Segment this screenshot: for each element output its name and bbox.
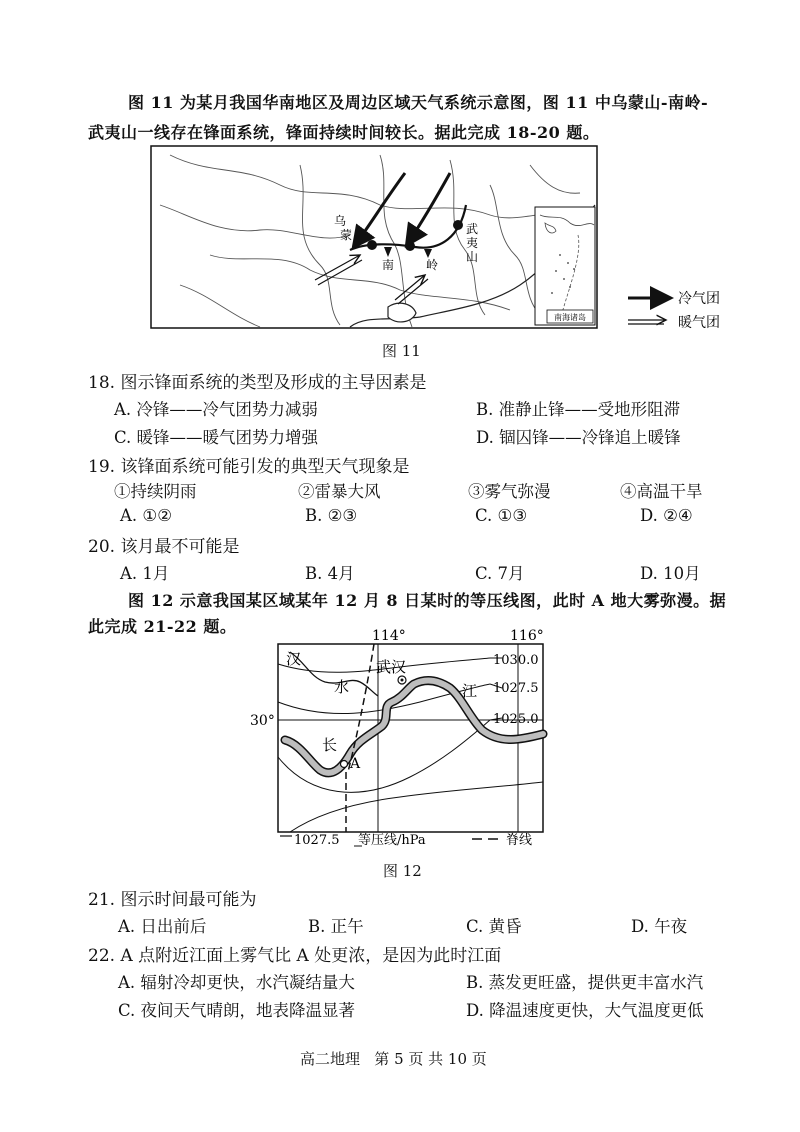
option-key: C. (475, 506, 493, 525)
figure-12-caption: 图 12 (383, 862, 422, 880)
option-text: ②④ (663, 506, 693, 525)
option-text: 黄昏 (488, 917, 522, 936)
question-stem: 该月最不可能是 (120, 537, 240, 557)
label-point-a: A (350, 756, 361, 772)
option-19-b[interactable] (305, 506, 357, 525)
option-22-a[interactable] (118, 969, 355, 993)
question-number: 20. (88, 537, 116, 557)
option-key: D. (631, 917, 649, 936)
lon-label-116: 116° (510, 628, 544, 644)
question-19 (88, 452, 409, 477)
option-text: ①② (142, 506, 173, 525)
option-text: 冷锋——冷气团势力减弱 (136, 400, 318, 419)
item-19-4: ④高温干旱 (620, 482, 703, 501)
option-22-c[interactable] (118, 997, 355, 1021)
option-19-c[interactable] (475, 506, 527, 525)
option-21-d[interactable] (631, 913, 687, 937)
option-key: C. (475, 564, 493, 583)
option-key: D. (640, 564, 658, 583)
legend-isobar-text: 等压线/hPa (358, 833, 426, 848)
question-21 (88, 885, 256, 910)
option-key: D. (466, 1001, 484, 1020)
option-text: 4月 (327, 564, 355, 583)
option-text: 夜间天气晴朗，地表降温显著 (140, 1001, 356, 1020)
legend-ridge-text: 脊线 (506, 833, 533, 848)
option-18-a[interactable] (114, 396, 318, 420)
option-key: D. (476, 428, 494, 447)
option-20-b[interactable] (305, 560, 355, 584)
option-text: 暖锋——暖气团势力增强 (136, 428, 319, 447)
question-stem: 图示时间最可能为 (120, 890, 257, 910)
option-20-c[interactable] (475, 560, 525, 584)
option-key: B. (476, 400, 494, 419)
item-19-1: ①持续阴雨 (114, 482, 197, 501)
question-20 (88, 532, 239, 557)
label-ling: 岭 (426, 258, 439, 272)
question-number: 19. (88, 457, 116, 477)
point-a-marker (341, 761, 348, 768)
isobar-label-1030: 1030.0 (493, 653, 539, 668)
option-text: 蒸发更旺盛，提供更丰富水汽 (488, 973, 704, 992)
option-text: 正午 (330, 917, 364, 936)
label-nan: 南 (382, 258, 395, 272)
isobar-label-1027-5: 1027.5 (493, 681, 539, 696)
label-wuhan: 武汉 (376, 658, 407, 676)
option-18-d[interactable] (476, 424, 681, 448)
question-stem: A 点附近江面上雾气比 A 处更浓，是因为此时江面 (120, 946, 502, 966)
option-text: 10月 (663, 564, 701, 583)
option-key: A. (118, 917, 136, 936)
option-key: A. (120, 564, 138, 583)
label-wuyi-2: 夷 (466, 236, 479, 250)
option-key: C. (466, 917, 484, 936)
option-text: 锢囚锋——冷锋追上暖锋 (499, 428, 681, 447)
question-18 (88, 368, 426, 393)
option-key: B. (308, 917, 326, 936)
option-key: C. (118, 1001, 136, 1020)
figure-12-isobar-map (250, 622, 560, 854)
front-symbol (367, 240, 377, 250)
option-21-b[interactable] (308, 913, 364, 937)
option-key: A. (120, 506, 138, 525)
lat-label-30: 30° (250, 713, 275, 729)
label-han: 汉 (286, 650, 302, 668)
label-wuyi-1: 武 (466, 222, 479, 236)
question-number: 21. (88, 890, 116, 910)
option-key: A. (118, 973, 136, 992)
question-number: 18. (88, 373, 116, 393)
option-text: ①③ (497, 506, 528, 525)
intro-fig11-line1: 图 11 为某月我国华南地区及周边区域天气系统示意图，图 11 中乌蒙山-南岭- (128, 93, 709, 112)
wuhan-marker-dot (401, 679, 404, 682)
legend-cold-label: 冷气团 (678, 291, 720, 307)
legend-isobar-value: 1027.5 (294, 833, 340, 848)
option-text: 辐射冷却更快，水汽凝结量大 (140, 973, 355, 992)
front-symbol (453, 220, 463, 230)
option-19-a[interactable] (120, 506, 172, 525)
option-text: 准静止锋——受地形阻滞 (498, 400, 681, 419)
option-text: 1月 (142, 564, 170, 583)
question-22 (88, 941, 501, 966)
question-stem: 该锋面系统可能引发的典型天气现象是 (120, 457, 410, 477)
option-21-c[interactable] (466, 913, 522, 937)
option-text: 7月 (497, 564, 525, 583)
question-stem: 图示锋面系统的类型及形成的主导因素是 (120, 373, 427, 393)
label-jiang: 江 (462, 682, 478, 700)
question-number: 22. (88, 946, 116, 966)
option-key: B. (466, 973, 484, 992)
intro-fig12-line1: 图 12 示意我国某区域某年 12 月 8 日某时的等压线图，此时 A 地大雾弥漫。据 (128, 591, 727, 610)
legend-warm-label: 暖气团 (678, 315, 720, 331)
option-18-c[interactable] (114, 424, 318, 448)
option-text: ②③ (327, 506, 358, 525)
lon-label-114: 114° (372, 628, 406, 644)
option-text: 午夜 (654, 917, 688, 936)
option-20-d[interactable] (640, 560, 701, 584)
inset-label: 南海诸岛 (554, 313, 586, 322)
option-20-a[interactable] (120, 560, 169, 584)
option-text: 降温速度更快，大气温度更低 (489, 1001, 704, 1020)
option-key: D. (640, 506, 658, 525)
option-21-a[interactable] (118, 913, 206, 937)
option-key: B. (305, 506, 323, 525)
option-key: B. (305, 564, 323, 583)
figure-11-map (150, 145, 730, 335)
label-wumeng-2: 蒙 (340, 228, 353, 242)
option-19-d[interactable] (640, 506, 693, 525)
label-shui: 水 (334, 678, 350, 696)
isobar-label-1025: 1025.0 (493, 712, 539, 727)
item-19-3: ③雾气弥漫 (468, 482, 551, 501)
intro-fig11-line2: 武夷山一线存在锋面系统，锋面持续时间较长。据此完成 18-20 题。 (88, 123, 600, 142)
page-footer: 高二地理 第 5 页 共 10 页 (300, 1050, 487, 1068)
figure-11-caption: 图 11 (382, 342, 421, 360)
item-19-2: ②雷暴大风 (298, 482, 381, 501)
option-18-b[interactable] (476, 396, 680, 420)
label-chang: 长 (322, 736, 338, 754)
option-text: 日出前后 (140, 917, 207, 936)
intro-fig12-line2: 此完成 21-22 题。 (88, 617, 237, 636)
option-22-d[interactable] (466, 997, 704, 1021)
label-wumeng-1: 乌 (334, 214, 347, 228)
option-key: A. (114, 400, 132, 419)
option-22-b[interactable] (466, 969, 703, 993)
label-wuyi-3: 山 (466, 250, 479, 264)
south-china-sea-inset (535, 207, 595, 325)
option-key: C. (114, 428, 132, 447)
